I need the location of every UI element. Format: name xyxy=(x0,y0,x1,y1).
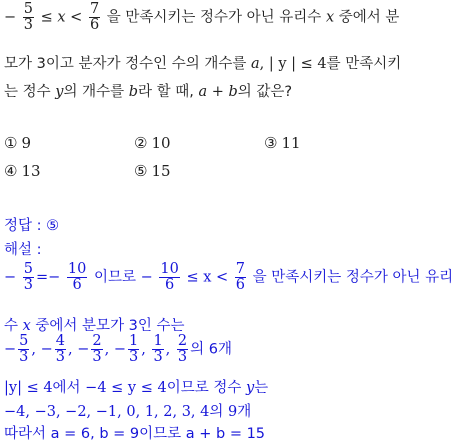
fraction: $\frac{2}{3}$ xyxy=(92,333,102,366)
question-line-3: 는 정수 y의 개수를 b라 할 때, a + b의 값은? xyxy=(4,84,293,100)
separator: , xyxy=(141,341,146,358)
choice-3[interactable]: ③ 11 xyxy=(264,134,301,152)
fraction: $\frac{7}{6}$ xyxy=(235,261,245,294)
fraction: $\frac{10}{6}$ xyxy=(160,261,179,294)
minus-sign: − xyxy=(113,341,126,358)
fraction: $\frac{4}{3}$ xyxy=(55,333,65,366)
minus-sign: − xyxy=(4,9,17,26)
fraction: $\frac{1}{3}$ xyxy=(153,333,163,366)
question-text: 을 만족시키는 정수가 아닌 유리수 xyxy=(106,9,322,26)
minus-sign: − xyxy=(40,341,53,358)
choice-2[interactable]: ② 10 xyxy=(134,134,171,152)
choice-5[interactable]: ⑤ 15 xyxy=(134,162,171,180)
solution-line-4: |y| ≤ 4에서 −4 ≤ y ≤ 4이므로 정수 y는 xyxy=(4,380,269,396)
solution-line-1: − $\frac{5}{3}$ =− $\frac{10}{6}$ 이므로 − $\frac{10}{6}$ ≤ x < $\frac{7}{6}$ 을 만족시키는 정수가 아닌 유리 xyxy=(4,261,453,294)
separator: , xyxy=(31,341,36,358)
fraction: $\frac{1}{3}$ xyxy=(128,333,139,366)
minus-sign: − xyxy=(4,341,17,358)
explanation-label: 해설 : xyxy=(4,242,42,258)
solution-line-2: 수 x 중에서 분모가 3인 수는 xyxy=(4,318,185,334)
fraction: $\frac{5}{3}$ xyxy=(23,261,33,294)
question-line-2: 모가 3이고 분자가 정수인 수의 개수를 a, | y | ≤ 4를 만족시키 xyxy=(4,56,402,72)
choice-1[interactable]: ① 9 xyxy=(4,134,31,152)
fraction: $\frac{5}{3}$ xyxy=(19,333,29,366)
fraction: $\frac{10}{6}$ xyxy=(67,261,87,294)
variable-x: x xyxy=(57,9,66,26)
choice-4[interactable]: ④ 13 xyxy=(4,162,41,180)
fraction: $\frac{5}{3}$ xyxy=(23,1,33,34)
separator: , xyxy=(104,341,110,358)
solution-line-5: −4, −3, −2, −1, 0, 1, 2, 3, 4의 9개 xyxy=(4,404,252,420)
abs-inequality: | y | ≤ 4 xyxy=(268,56,327,72)
solution-line-3: − $\frac{5}{3}$ , − $\frac{4}{3}$ , − $\frac{2}{3}$ , − $\frac{1}{3}$ , $\frac{1}{3}$ , $\frac{2}{3}$ 의 6개 xyxy=(4,333,232,366)
minus-sign: − xyxy=(77,341,90,358)
separator: , xyxy=(68,341,73,358)
solution-line-6: 따라서 a = 6, b = 9이므로 a + b = 15 xyxy=(4,426,266,442)
separator: , xyxy=(165,341,171,358)
fraction: $\frac{7}{6}$ xyxy=(89,1,100,34)
fraction: $\frac{2}{3}$ xyxy=(177,333,188,366)
question-line-1: − $\frac{5}{3}$ ≤ x < $\frac{7}{6}$ 을 만족시키는 정수가 아닌 유리수 x 중에서 분 xyxy=(4,1,400,34)
answer-label: 정답 : ⑤ xyxy=(4,218,60,234)
expression: a + b xyxy=(198,84,238,100)
